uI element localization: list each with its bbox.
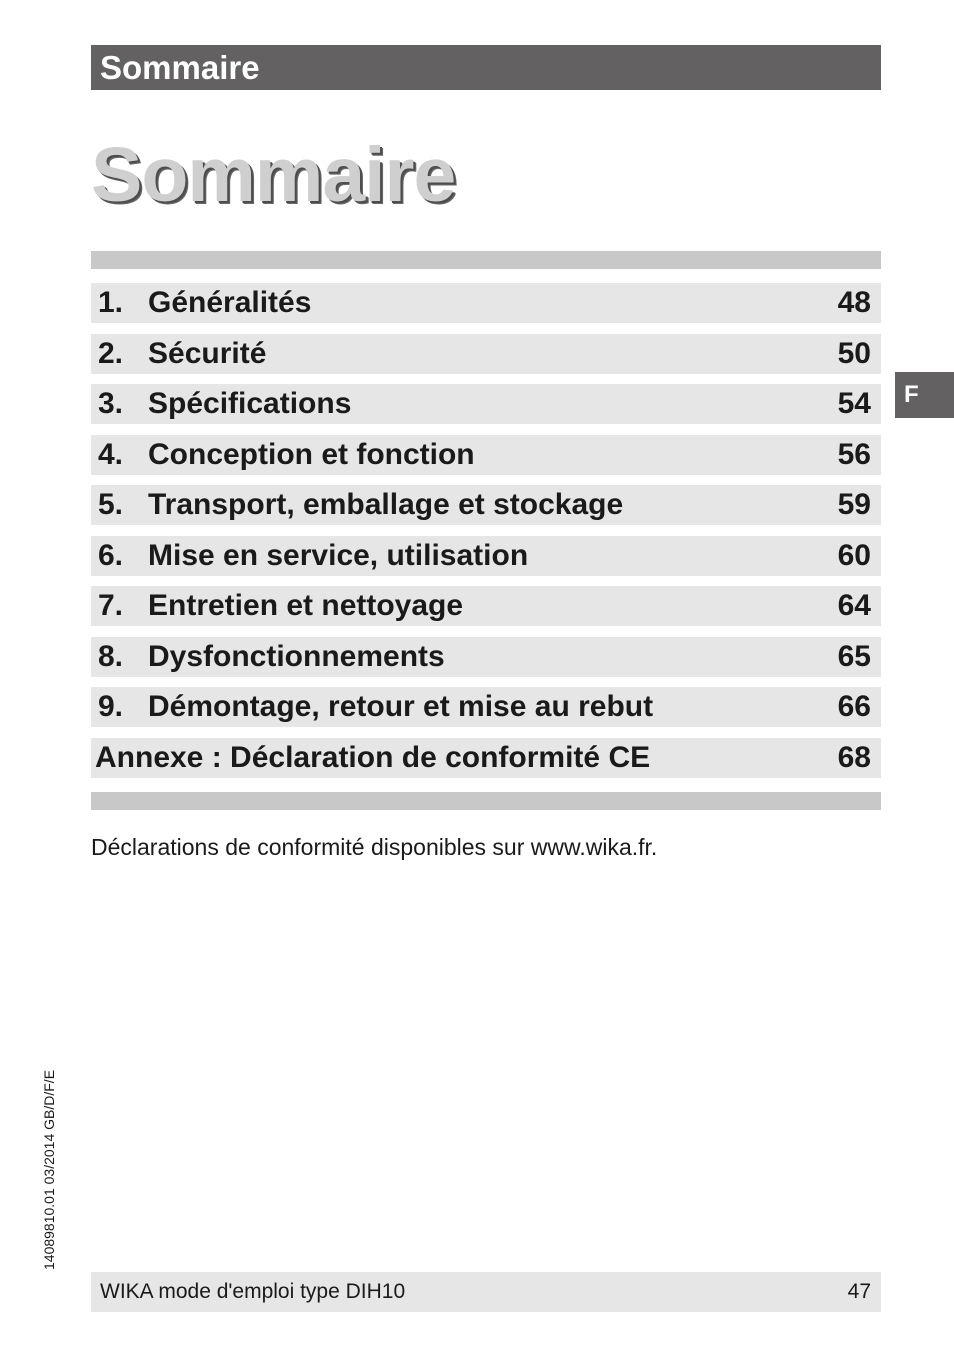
document-code: 14089810.01 03/2014 GB/D/F/E	[41, 1069, 57, 1270]
toc-item-page: 48	[837, 286, 871, 319]
toc-item-securite[interactable]	[91, 334, 881, 374]
toc-item-number: 6.	[98, 538, 124, 572]
toc-item-generalites[interactable]	[91, 283, 881, 323]
language-tab	[895, 372, 954, 418]
toc-item-page: 64	[837, 589, 871, 622]
toc-item-title: Spécifications	[148, 387, 352, 420]
toc-item-number: 2.	[98, 336, 124, 370]
toc-item-title: Généralités	[148, 286, 312, 319]
footer-page-number: 47	[847, 1280, 871, 1303]
section-header	[91, 45, 881, 90]
toc-item-page: 66	[837, 690, 871, 723]
toc-item-page: 59	[837, 488, 871, 521]
toc-item-demontage[interactable]	[91, 687, 881, 727]
section-header-title: Sommaire	[100, 49, 260, 86]
table-of-contents	[91, 283, 881, 788]
toc-item-page: 68	[837, 740, 871, 774]
toc-item-title: Sécurité	[148, 336, 267, 370]
toc-item-title: Entretien et nettoyage	[148, 589, 464, 622]
toc-item-page: 50	[837, 336, 871, 370]
toc-item-mise-en-service[interactable]	[91, 536, 881, 576]
toc-item-transport[interactable]	[91, 485, 881, 525]
toc-item-number: 5.	[98, 488, 124, 521]
toc-item-entretien[interactable]	[91, 586, 881, 626]
page-title: Sommaire	[91, 132, 456, 218]
toc-item-conception[interactable]	[91, 435, 881, 475]
toc-item-title: Dysfonctionnements	[148, 639, 445, 673]
toc-item-number: 7.	[98, 589, 124, 622]
toc-item-number: 4.	[98, 437, 124, 471]
toc-bottom-divider	[91, 792, 881, 810]
toc-item-page: 65	[837, 639, 871, 673]
toc-item-number: 3.	[98, 387, 124, 420]
page-footer	[91, 1272, 881, 1312]
toc-item-number: 8.	[98, 639, 124, 673]
toc-item-specifications[interactable]	[91, 384, 881, 424]
footer-document-title: WIKA mode d'emploi type DIH10	[100, 1280, 406, 1303]
conformity-note: Déclarations de conformité disponibles sur www.wika.fr.	[91, 834, 658, 860]
toc-item-title: Mise en service, utilisation	[148, 538, 529, 572]
language-tab-label: F	[904, 381, 919, 408]
toc-item-number: 1.	[98, 286, 124, 319]
toc-item-number: 9.	[98, 690, 124, 723]
toc-item-dysfonctionnements[interactable]	[91, 637, 881, 677]
toc-top-divider	[91, 251, 881, 269]
toc-item-annexe[interactable]	[91, 738, 881, 778]
toc-item-title: Transport, emballage et stockage	[148, 488, 624, 521]
toc-item-page: 54	[837, 387, 871, 420]
toc-item-title: Démontage, retour et mise au rebut	[148, 690, 654, 723]
toc-item-title: Annexe : Déclaration de conformité CE	[95, 740, 651, 774]
toc-item-page: 60	[837, 538, 871, 572]
toc-item-page: 56	[837, 437, 871, 471]
toc-item-title: Conception et fonction	[148, 437, 475, 471]
